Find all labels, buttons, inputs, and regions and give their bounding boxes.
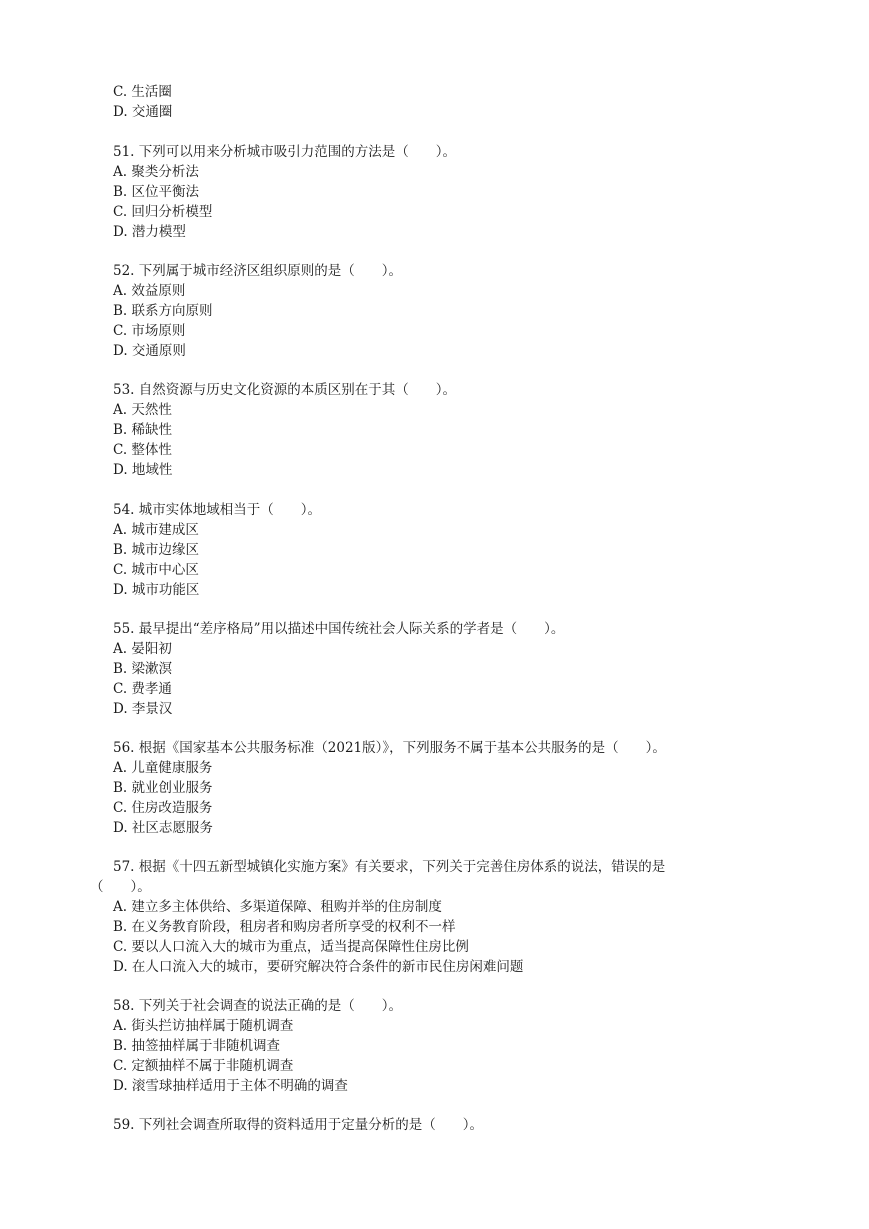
option-d: D. 交通圈 xyxy=(113,104,173,120)
option-b: B. 就业创业服务 xyxy=(113,780,213,796)
option-c: C. 市场原则 xyxy=(113,323,186,339)
option-c: C. 回归分析模型 xyxy=(113,204,213,220)
option-a: A. 街头拦访抽样属于随机调查 xyxy=(113,1018,294,1034)
option-a: A. 建立多主体供给、多渠道保障、租购并举的住房制度 xyxy=(113,899,442,915)
option-a: A. 城市建成区 xyxy=(113,522,199,538)
question-stem: 51. 下列可以用来分析城市吸引力范围的方法是（ ）。 xyxy=(113,144,457,160)
option-b: B. 联系方向原则 xyxy=(113,303,213,319)
option-c: C. 城市中心区 xyxy=(113,562,199,578)
option-c: C. 要以人口流入大的城市为重点，适当提高保障性住房比例 xyxy=(113,939,469,955)
option-d: D. 滚雪球抽样适用于主体不明确的调查 xyxy=(113,1078,348,1094)
option-c: C. 生活圈 xyxy=(113,84,172,100)
option-d: D. 在人口流入大的城市，要研究解决符合条件的新市民住房闲难问题 xyxy=(113,959,524,975)
question-stem: 53. 自然资源与历史文化资源的本质区别在于其（ ）。 xyxy=(113,382,457,398)
option-b: B. 稀缺性 xyxy=(113,422,173,438)
option-a: A. 晏阳初 xyxy=(113,641,172,657)
option-b: B. 城市边缘区 xyxy=(113,542,200,558)
option-c: C. 整体性 xyxy=(113,442,172,458)
question-stem: 52. 下列属于城市经济区组织原则的是（ ）。 xyxy=(113,263,403,279)
option-d: D. 交通原则 xyxy=(113,343,186,359)
option-d: D. 李景汉 xyxy=(113,701,173,717)
option-b: B. 抽签抽样属于非随机调查 xyxy=(113,1038,281,1054)
option-d: D. 社区志愿服务 xyxy=(113,820,213,836)
option-d: D. 城市功能区 xyxy=(113,582,200,598)
question-stem: 55. 最早提出“差序格局”用以描述中国传统社会人际关系的学者是（ ）。 xyxy=(113,621,565,637)
option-a: A. 聚类分析法 xyxy=(113,164,199,180)
question-stem: 59. 下列社会调查所取得的资料适用于定量分析的是（ ）。 xyxy=(113,1117,484,1133)
option-a: A. 天然性 xyxy=(113,402,172,418)
question-stem: 54. 城市实体地域相当于（ ）。 xyxy=(113,502,322,518)
option-c: C. 住房改造服务 xyxy=(113,800,213,816)
question-stem: 58. 下列关于社会调查的说法正确的是（ ）。 xyxy=(113,998,403,1014)
option-c: C. 定额抽样不属于非随机调查 xyxy=(113,1058,294,1074)
option-d: D. 潜力模型 xyxy=(113,224,186,240)
option-a: A. 效益原则 xyxy=(113,283,186,299)
option-b: B. 区位平衡法 xyxy=(113,184,200,200)
option-b: B. 梁漱溟 xyxy=(113,661,173,677)
question-stem: 56. 根据《国家基本公共服务标准（2021版）》，下列服务不属于基本公共服务的是（ ）。 xyxy=(113,740,666,756)
option-b: B. 在义务教育阶段，租房者和购房者所享受的权利不一样 xyxy=(113,919,456,935)
option-a: A. 儿童健康服务 xyxy=(113,760,213,776)
option-c: C. 费孝通 xyxy=(113,681,172,697)
question-stem: 57. 根据《十四五新型城镇化实施方案》有关要求，下列关于完善住房体系的说法，错误的是 xyxy=(113,859,666,875)
question-stem-continuation: （ ）。 xyxy=(90,879,151,895)
option-d: D. 地域性 xyxy=(113,462,173,478)
